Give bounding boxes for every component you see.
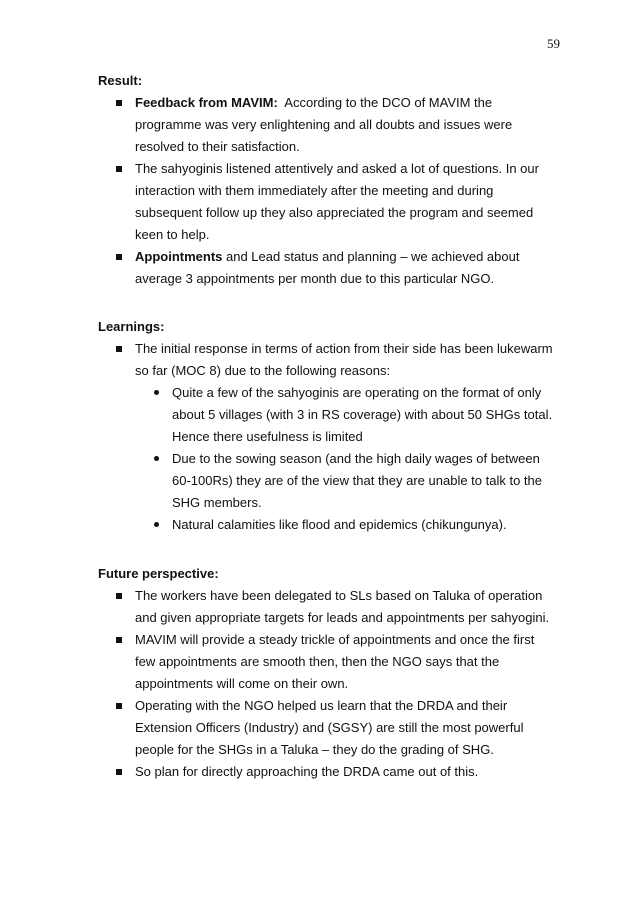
reason-text: Quite a few of the sahyoginis are operating on the format of only about 5 villages (with 3 in RS coverage) with about 50 SHGs total. Hence there usefulness is limited — [172, 385, 553, 444]
result-item-text: and Lead status and planning – we achieved about average 3 appointments per month due to this particular NGO. — [135, 249, 520, 286]
square-bullet-icon — [116, 593, 122, 599]
round-bullet-icon — [154, 522, 159, 527]
future-item — [98, 585, 553, 629]
learnings-list — [98, 338, 553, 536]
square-bullet-icon — [116, 100, 122, 106]
learnings-section — [98, 316, 553, 536]
result-item-bold: Feedback from MAVIM: — [135, 95, 278, 110]
square-bullet-icon — [116, 703, 122, 709]
result-item-text: According to the DCO of MAVIM the programme was very enlightening and all doubts and issues were resolved to their satisfaction. — [135, 95, 516, 154]
result-item-feedback — [98, 92, 553, 158]
future-item — [98, 629, 553, 695]
reason-item — [135, 448, 553, 514]
future-item-text: Operating with the NGO helped us learn that the DRDA and their Extension Officers (Industry) and (SGSY) are still the most powerful people for the SHGs in a Taluka – they do the grading of SHG. — [135, 698, 524, 757]
result-list — [98, 92, 553, 290]
future-heading: Future perspective: — [98, 566, 219, 581]
learnings-heading: Learnings: — [98, 319, 165, 334]
round-bullet-icon — [154, 456, 159, 461]
reason-text: Natural calamities like flood and epidemics (chikungunya). — [172, 517, 507, 532]
result-section — [98, 70, 553, 290]
future-item-text: MAVIM will provide a steady trickle of appointments and once the first few appointments are smooth then, then the NGO says that the appointments will come on their own. — [135, 632, 535, 691]
result-item-bold: Appointments — [135, 249, 223, 264]
result-item-text: The sahyoginis listened attentively and asked a lot of questions. In our interaction with them immediately after the meeting and during subsequent follow up they also appreciated the program and seemed keen to help. — [135, 161, 539, 242]
reason-item — [135, 514, 553, 536]
square-bullet-icon — [116, 346, 122, 352]
future-item — [98, 761, 553, 783]
round-bullet-icon — [154, 390, 159, 395]
result-heading: Result: — [98, 73, 143, 88]
page-number: 59 — [547, 36, 560, 51]
reasons-list — [135, 382, 553, 536]
square-bullet-icon — [116, 769, 122, 775]
reason-item — [135, 382, 553, 448]
future-item-text: The workers have been delegated to SLs based on Taluka of operation and given appropriate targets for leads and appointments per sahyogini. — [135, 588, 550, 625]
square-bullet-icon — [116, 254, 122, 260]
reason-text: Due to the sowing season (and the high daily wages of between 60-100Rs) they are of the view that they are unable to talk to the SHG members. — [172, 451, 542, 510]
result-item-sahyoginis — [98, 158, 553, 246]
square-bullet-icon — [116, 166, 122, 172]
future-item-text: So plan for directly approaching the DRDA came out of this. — [135, 764, 479, 779]
future-list — [98, 585, 553, 783]
future-item — [98, 695, 553, 761]
square-bullet-icon — [116, 637, 122, 643]
learnings-intro-item — [98, 338, 553, 536]
future-section — [98, 563, 553, 783]
learnings-intro-text: The initial response in terms of action from their side has been lukewarm so far (MOC 8) due to the following reasons: — [135, 341, 553, 378]
result-item-appointments — [98, 246, 553, 290]
